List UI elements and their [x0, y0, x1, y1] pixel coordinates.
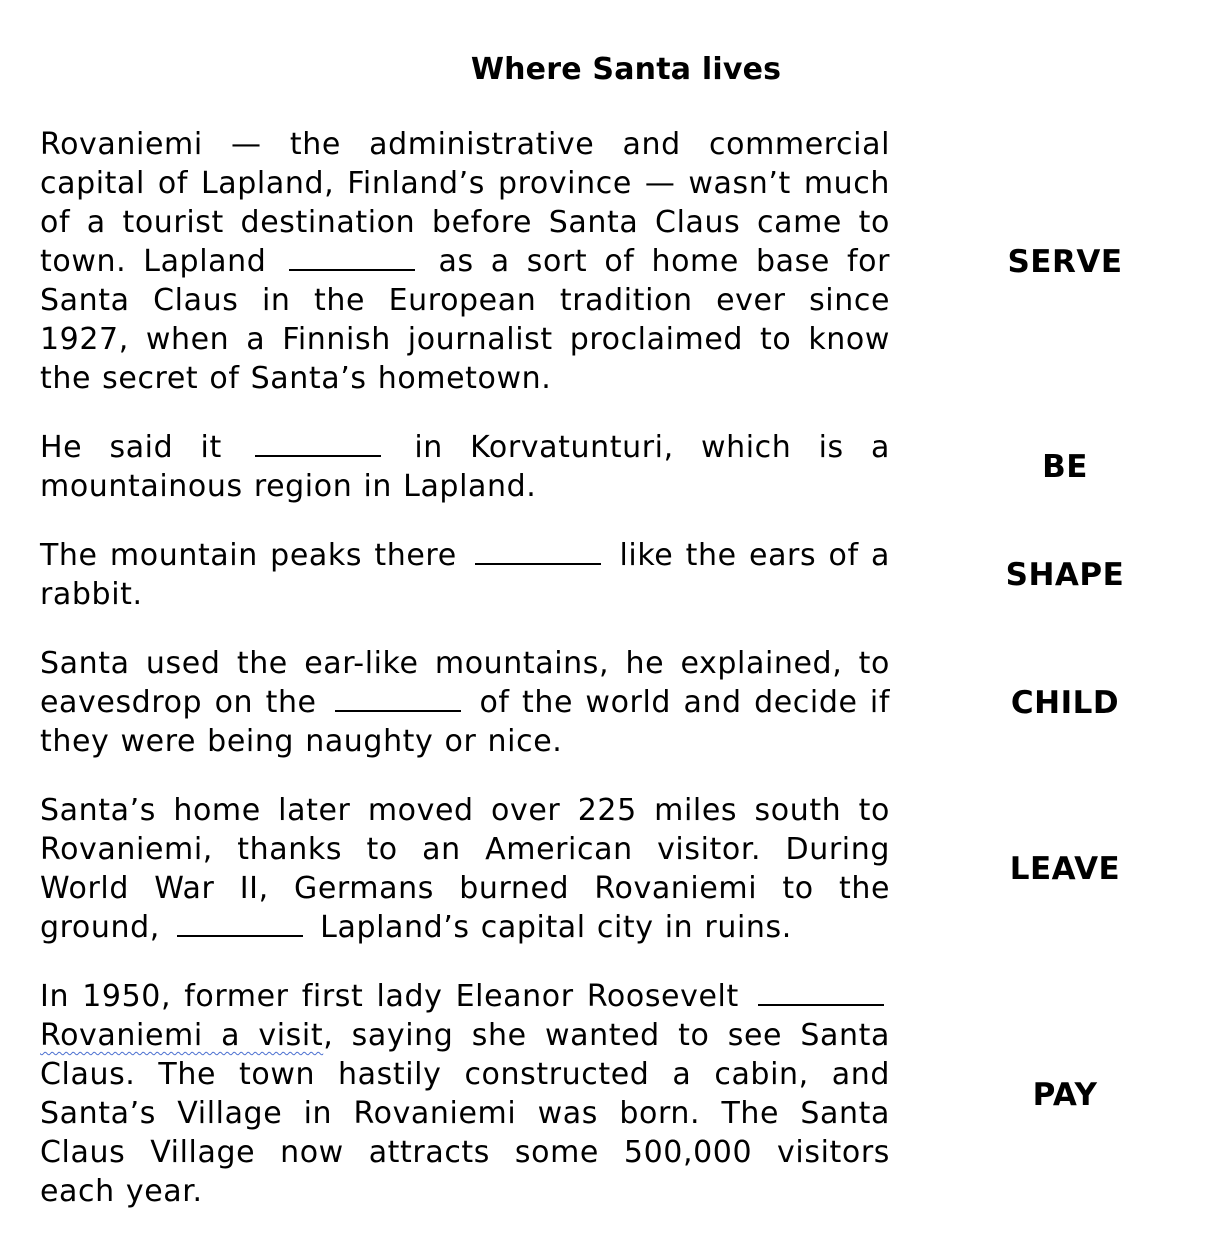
keyword-5: LEAVE [1009, 851, 1121, 887]
paragraph-text-before: Santa used the ear-like mountains, he explained, to eavesdrop on the [40, 646, 890, 720]
paragraph-text-after: , saying she wanted to see Santa Claus. The town hastily constructed a cabin, and Santa’s Village in Rovaniemi was born. The Santa Claus Village now attracts some 500,000 visitors each year. [40, 1018, 890, 1209]
paragraph-text-before: In 1950, former first lady Eleanor Roosevelt [40, 979, 739, 1014]
answer-blank-4[interactable] [335, 686, 461, 712]
paragraph-text-after: Lapland’s capital city in ruins. [320, 910, 792, 945]
keyword-2: BE [1042, 449, 1088, 485]
paragraph-text-before: The mountain peaks there [40, 538, 457, 573]
gap-paragraph-4 [40, 644, 890, 761]
gap-paragraph-5 [40, 791, 890, 947]
paragraph-text-after: of the world and decide if they were being naughty or nice. [40, 685, 891, 759]
paragraph-text-after: like the ears of a rabbit. [40, 538, 890, 612]
answer-blank-1[interactable] [289, 245, 415, 271]
keyword-3: SHAPE [1005, 557, 1125, 593]
gap-paragraph-3 [40, 536, 890, 614]
gap-paragraph-2 [40, 428, 890, 506]
paragraph-text-after: in Korvatunturi, which is a mountainous region in Lapland. [40, 430, 891, 504]
keyword-1: SERVE [1007, 244, 1123, 280]
grammar-flagged-text[interactable]: Rovaniemi a visit [40, 1018, 324, 1053]
answer-blank-6[interactable] [758, 980, 884, 1006]
keyword-6: PAY [1032, 1077, 1098, 1113]
answer-blank-3[interactable] [475, 539, 601, 565]
paragraph-text-before: Rovaniemi — the administrative and commercial capital of Lapland, Finland’s province — wasn’t much of a tourist destination before Santa Claus came to town. Lapland [40, 127, 890, 279]
paragraph-text-before: He said it [40, 430, 222, 465]
gap-paragraph-6 [40, 977, 890, 1211]
worksheet-title: Where Santa lives [470, 52, 782, 87]
answer-blank-2[interactable] [255, 431, 381, 457]
paragraph-text-after: as a sort of home base for Santa Claus in the European tradition ever since 1927, when a Finnish journalist proclaimed to know the secret of Santa’s hometown. [40, 244, 891, 396]
answer-blank-5[interactable] [177, 911, 303, 937]
gap-paragraph-1 [40, 125, 890, 398]
paragraph-text-before: Santa’s home later moved over 225 miles south to Rovaniemi, thanks to an American visitor. During World War II, Germans burned Rovaniemi to the ground, [40, 793, 890, 945]
keyword-4: CHILD [1010, 685, 1120, 721]
